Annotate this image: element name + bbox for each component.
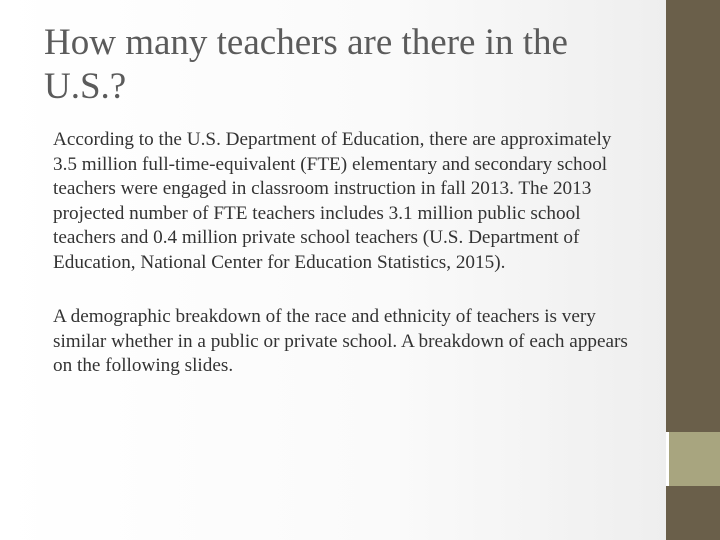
sidebar-dark-top-block — [666, 0, 720, 432]
slide-title: How many teachers are there in the U.S.? — [44, 22, 568, 107]
decorative-sidebar — [666, 0, 720, 540]
sidebar-dark-bottom-block — [666, 486, 720, 540]
sidebar-light-block — [669, 432, 720, 486]
paragraph-teacher-count: According to the U.S. Department of Education, there are approximately 3.5 million full-time-equivalent (FTE) elementary and secondary school teachers were engaged in classroom instruction in fall 2013. The 2013 projected number of FTE teachers includes 3.1 million public school teachers and 0.4 million private school teachers (U.S. Department of Education, National Center for Education Statistics, 2015). — [53, 129, 612, 273]
paragraph-demographics: A demographic breakdown of the race and ethnicity of teachers is very similar whether in a public or private school. A breakdown of each appears on the following slides. — [53, 306, 628, 376]
slide-body — [53, 128, 638, 379]
